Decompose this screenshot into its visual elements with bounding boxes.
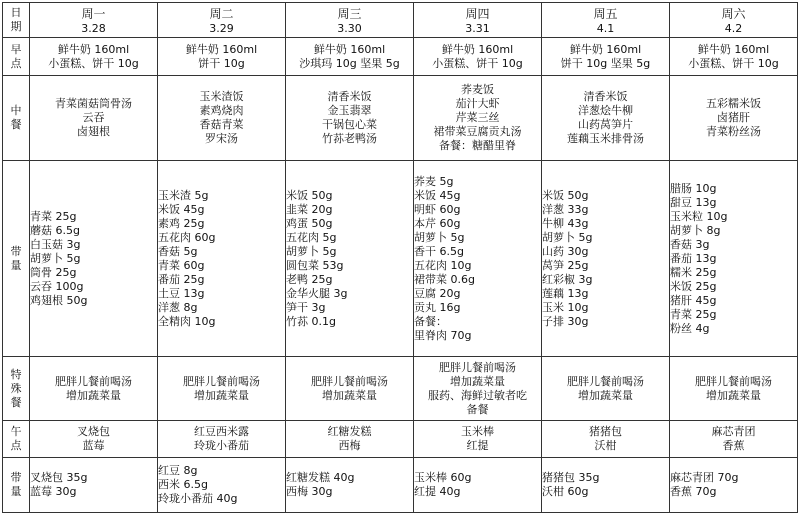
snack-cell <box>158 421 286 458</box>
breakfast-cell <box>30 38 158 76</box>
row-label-date <box>3 3 30 38</box>
lunch-dish: 金玉翡翠 <box>327 104 372 117</box>
snack-quantity-cell <box>670 458 798 513</box>
day-date: 4.2 <box>724 21 743 35</box>
snack-item: 麻芯青团 <box>711 425 756 438</box>
ingredient-quantity: 五花肉 5g <box>286 230 337 244</box>
day-name: 周六 <box>721 6 746 21</box>
lunch-dish: 罗宋汤 <box>205 132 238 145</box>
ingredient-quantity: 白玉菇 3g <box>30 237 81 251</box>
date-row <box>3 3 798 38</box>
breakfast-item: 小蛋糕、饼干 10g <box>688 56 779 70</box>
snack-item: 西梅 <box>338 439 361 452</box>
day-date: 3.30 <box>337 21 362 35</box>
breakfast-item: 鲜牛奶 160ml <box>185 42 258 56</box>
lunch-dish: 素鸡烧肉 <box>199 104 244 117</box>
ingredient-quantity: 云吞 100g <box>30 279 84 293</box>
ingredient-quantity: 粉丝 4g <box>670 321 710 335</box>
ingredient-quantity: 青菜 25g <box>670 307 717 321</box>
row-label-char: 期 <box>10 20 22 33</box>
breakfast-cell <box>670 38 798 76</box>
lunch-dish: 裙带菜豆腐贡丸汤 <box>433 125 522 138</box>
ingredient-quantity: 米饭 50g <box>286 188 333 202</box>
ingredient-quantity: 米饭 45g <box>158 202 205 216</box>
snack-item: 玉米棒 <box>461 425 494 438</box>
day-header <box>30 3 158 38</box>
snack-row <box>3 421 798 458</box>
ingredient-quantity: 胡萝卜 5g <box>542 230 593 244</box>
ingredient-quantity: 玉米粒 10g <box>670 209 728 223</box>
ingredient-quantity: 蘑菇 6.5g <box>30 223 80 237</box>
lunch-cell <box>670 76 798 161</box>
ingredient-quantity: 胡萝卜 5g <box>30 251 81 265</box>
breakfast-item: 鲜牛奶 160ml <box>57 42 130 56</box>
lunch-dish: 清香米饭 <box>327 90 372 103</box>
lunch-dish: 芹菜三丝 <box>455 111 500 124</box>
ingredient-quantity: 备餐： <box>414 314 447 328</box>
row-label-char: 早 <box>10 42 22 56</box>
snack-item: 沃柑 <box>594 439 617 452</box>
special-meal-cell <box>414 357 542 421</box>
row-label-char: 餐 <box>10 395 22 409</box>
day-date: 4.1 <box>596 21 615 35</box>
day-header <box>414 3 542 38</box>
lunch-dish: 云吞 <box>82 111 105 124</box>
lunch-dish: 洋葱烩牛柳 <box>578 104 633 117</box>
ingredient-quantity: 五花肉 10g <box>414 258 472 272</box>
row-label-char: 量 <box>10 485 22 498</box>
snack-quantity-cell <box>158 458 286 513</box>
lunch-dish: 卤翅根 <box>77 125 110 138</box>
snack-quantity-row <box>3 458 798 513</box>
ingredient-quantity: 筒骨 25g <box>30 265 77 279</box>
special-meal-cell <box>158 357 286 421</box>
snack-quantity: 蓝莓 30g <box>30 485 77 498</box>
row-label-char: 中 <box>10 104 22 117</box>
row-label-snack-quantity <box>3 458 30 513</box>
ingredient-quantity: 土豆 13g <box>158 286 205 300</box>
breakfast-row <box>3 38 798 76</box>
lunch-dish: 干锅包心菜 <box>322 118 377 131</box>
special-meal-note: 肥胖儿餐前喝汤 <box>567 374 644 388</box>
row-label-breakfast <box>3 38 30 76</box>
ingredient-quantity: 子排 30g <box>542 314 589 328</box>
snack-quantity: 红提 40g <box>414 485 461 498</box>
lunch-row <box>3 76 798 161</box>
ingredient-quantity: 腊肠 10g <box>670 181 717 195</box>
row-label-char: 带 <box>10 471 22 484</box>
ingredient-quantity: 香菇 3g <box>670 237 710 251</box>
special-meal-row <box>3 357 798 421</box>
ingredient-quantity: 莴笋 25g <box>542 258 589 272</box>
lunch-dish: 青菜菌菇筒骨汤 <box>55 97 132 110</box>
day-name: 周四 <box>465 6 490 21</box>
ingredient-quantity: 豆腐 20g <box>414 286 461 300</box>
special-meal-note: 增加蔬菜量 <box>66 388 121 402</box>
ingredient-quantity: 山药 30g <box>542 244 589 258</box>
day-date: 3.29 <box>209 21 234 35</box>
lunch-dish: 玉米渣饭 <box>199 90 244 103</box>
breakfast-item: 鲜牛奶 160ml <box>313 42 386 56</box>
snack-cell <box>542 421 670 458</box>
breakfast-cell <box>414 38 542 76</box>
special-meal-note: 肥胖儿餐前喝汤 <box>311 374 388 388</box>
ingredient-quantity: 番茄 25g <box>158 272 205 286</box>
ingredient-quantity: 圆包菜 53g <box>286 258 344 272</box>
day-date: 3.28 <box>81 21 106 35</box>
ingredient-quantity: 老鸭 25g <box>286 272 333 286</box>
ingredient-quantity: 明虾 60g <box>414 202 461 216</box>
row-label-char: 点 <box>10 56 22 70</box>
lunch-cell <box>286 76 414 161</box>
lunch-cell <box>414 76 542 161</box>
ingredient-quantity: 红彩椒 3g <box>542 272 593 286</box>
ingredient-quantity: 胡萝卜 5g <box>286 244 337 258</box>
lunch-quantity-row <box>3 161 798 357</box>
breakfast-item: 饼干 10g <box>198 56 245 70</box>
lunch-dish: 五彩糯米饭 <box>706 97 761 110</box>
breakfast-item: 鲜牛奶 160ml <box>441 42 514 56</box>
special-meal-cell <box>542 357 670 421</box>
ingredient-quantity: 金华火腿 3g <box>286 286 348 300</box>
breakfast-item: 鲜牛奶 160ml <box>697 42 770 56</box>
lunch-dish: 卤猪肝 <box>717 111 750 124</box>
lunch-dish: 备餐：糖醋里脊 <box>439 139 516 152</box>
ingredient-quantity: 洋葱 8g <box>158 300 198 314</box>
day-header <box>542 3 670 38</box>
row-label-quantity <box>3 161 30 357</box>
quantity-cell <box>670 161 798 357</box>
lunch-cell <box>158 76 286 161</box>
breakfast-item: 小蛋糕、饼干 10g <box>48 56 139 70</box>
ingredient-quantity: 米饭 25g <box>670 279 717 293</box>
snack-quantity-cell <box>30 458 158 513</box>
breakfast-item: 饼干 10g 坚果 5g <box>560 56 651 70</box>
ingredient-quantity: 五花肉 60g <box>158 230 216 244</box>
snack-item: 叉烧包 <box>77 425 110 438</box>
quantity-cell <box>158 161 286 357</box>
snack-quantity: 麻芯青团 70g <box>670 471 739 484</box>
ingredient-quantity: 青菜 60g <box>158 258 205 272</box>
ingredient-quantity: 玉米 10g <box>542 300 589 314</box>
row-label-char: 点 <box>10 439 22 452</box>
lunch-dish: 竹荪老鸭汤 <box>322 132 377 145</box>
ingredient-quantity: 番茄 13g <box>670 251 717 265</box>
day-name: 周二 <box>209 6 234 21</box>
breakfast-item: 沙琪玛 10g 坚果 5g <box>299 56 400 70</box>
ingredient-quantity: 韭菜 20g <box>286 202 333 216</box>
ingredient-quantity: 素鸡 25g <box>158 216 205 230</box>
ingredient-quantity: 玉米渣 5g <box>158 188 209 202</box>
row-label-char: 带 <box>10 244 22 258</box>
day-name: 周三 <box>337 6 362 21</box>
quantity-cell <box>414 161 542 357</box>
snack-cell <box>30 421 158 458</box>
special-meal-cell <box>286 357 414 421</box>
lunch-dish: 香菇青菜 <box>199 118 244 131</box>
row-label-lunch <box>3 76 30 161</box>
snack-quantity: 玲珑小番茄 40g <box>158 492 238 505</box>
ingredient-quantity: 香菇 5g <box>158 244 198 258</box>
special-meal-note: 增加蔬菜量 <box>322 388 377 402</box>
snack-quantity: 西梅 30g <box>286 485 333 498</box>
ingredient-quantity: 裙带菜 0.6g <box>414 272 475 286</box>
ingredient-quantity: 鸡翅根 50g <box>30 293 88 307</box>
ingredient-quantity: 笋干 3g <box>286 300 326 314</box>
snack-item: 玲珑小番茄 <box>194 439 249 452</box>
day-name: 周五 <box>593 6 618 21</box>
lunch-cell <box>542 76 670 161</box>
ingredient-quantity: 胡萝卜 8g <box>670 223 721 237</box>
day-name: 周一 <box>81 6 106 21</box>
ingredient-quantity: 洋葱 33g <box>542 202 589 216</box>
ingredient-quantity: 荞麦 5g <box>414 174 454 188</box>
snack-cell <box>670 421 798 458</box>
snack-item: 香蕉 <box>722 439 745 452</box>
snack-quantity: 叉烧包 35g <box>30 471 88 484</box>
ingredient-quantity: 莲藕 13g <box>542 286 589 300</box>
snack-quantity: 西米 6.5g <box>158 478 208 491</box>
breakfast-item: 小蛋糕、饼干 10g <box>432 56 523 70</box>
day-header <box>158 3 286 38</box>
row-label-char: 特 <box>10 367 22 381</box>
row-label-special <box>3 357 30 421</box>
snack-quantity: 猪猪包 35g <box>542 471 600 484</box>
snack-quantity-cell <box>286 458 414 513</box>
day-header <box>670 3 798 38</box>
ingredient-quantity: 香干 6.5g <box>414 244 464 258</box>
snack-cell <box>286 421 414 458</box>
lunch-dish: 莲藕玉米排骨汤 <box>567 132 644 145</box>
special-meal-note: 肥胖儿餐前喝汤 <box>55 374 132 388</box>
ingredient-quantity: 米饭 50g <box>542 188 589 202</box>
snack-cell <box>414 421 542 458</box>
ingredient-quantity: 青菜 25g <box>30 209 77 223</box>
weekly-menu-table <box>2 2 798 513</box>
lunch-dish: 山药莴笋片 <box>578 118 633 131</box>
special-meal-cell <box>30 357 158 421</box>
special-meal-note: 肥胖儿餐前喝汤 <box>439 360 516 374</box>
snack-item: 蓝莓 <box>82 439 105 452</box>
lunch-dish: 茄汁大虾 <box>455 97 500 110</box>
snack-item: 红提 <box>466 439 489 452</box>
snack-item: 红糖发糕 <box>327 425 372 438</box>
ingredient-quantity: 甜豆 13g <box>670 195 717 209</box>
lunch-dish: 清香米饭 <box>583 90 628 103</box>
ingredient-quantity: 鸡蛋 50g <box>286 216 333 230</box>
ingredient-quantity: 全精肉 10g <box>158 314 216 328</box>
quantity-cell <box>30 161 158 357</box>
ingredient-quantity: 牛柳 43g <box>542 216 589 230</box>
special-meal-note: 增加蔬菜量 <box>578 388 633 402</box>
snack-quantity-cell <box>414 458 542 513</box>
breakfast-cell <box>286 38 414 76</box>
ingredient-quantity: 本芹 60g <box>414 216 461 230</box>
special-meal-note: 增加蔬菜量 <box>450 374 505 388</box>
breakfast-cell <box>158 38 286 76</box>
row-label-char: 午 <box>10 425 22 438</box>
lunch-dish: 青菜粉丝汤 <box>706 125 761 138</box>
lunch-cell <box>30 76 158 161</box>
special-meal-note: 肥胖儿餐前喝汤 <box>695 374 772 388</box>
breakfast-cell <box>542 38 670 76</box>
snack-item: 猪猪包 <box>589 425 622 438</box>
ingredient-quantity: 贡丸 16g <box>414 300 461 314</box>
ingredient-quantity: 竹荪 0.1g <box>286 314 336 328</box>
snack-quantity: 沃柑 60g <box>542 485 589 498</box>
quantity-cell <box>286 161 414 357</box>
snack-item: 红豆西米露 <box>194 425 249 438</box>
breakfast-item: 鲜牛奶 160ml <box>569 42 642 56</box>
ingredient-quantity: 猪肝 45g <box>670 293 717 307</box>
day-header <box>286 3 414 38</box>
special-meal-note: 服药、海鲜过敏者吃 <box>428 388 527 402</box>
ingredient-quantity: 胡萝卜 5g <box>414 230 465 244</box>
snack-quantity-cell <box>542 458 670 513</box>
quantity-cell <box>542 161 670 357</box>
special-meal-note: 增加蔬菜量 <box>194 388 249 402</box>
snack-quantity: 红糖发糕 40g <box>286 471 355 484</box>
row-label-char: 餐 <box>10 118 22 131</box>
ingredient-quantity: 米饭 45g <box>414 188 461 202</box>
row-label-snack <box>3 421 30 458</box>
row-label-char: 日 <box>10 6 22 19</box>
snack-quantity: 玉米棒 60g <box>414 471 472 484</box>
lunch-dish: 荞麦饭 <box>461 83 494 96</box>
row-label-char: 殊 <box>10 381 22 395</box>
special-meal-note: 备餐 <box>466 402 489 416</box>
special-meal-note: 肥胖儿餐前喝汤 <box>183 374 260 388</box>
special-meal-note: 增加蔬菜量 <box>706 388 761 402</box>
row-label-char: 量 <box>10 258 22 272</box>
ingredient-quantity: 里脊肉 70g <box>414 328 472 342</box>
ingredient-quantity: 糯米 25g <box>670 265 717 279</box>
snack-quantity: 香蕉 70g <box>670 485 717 498</box>
snack-quantity: 红豆 8g <box>158 464 198 477</box>
special-meal-cell <box>670 357 798 421</box>
day-date: 3.31 <box>465 21 490 35</box>
